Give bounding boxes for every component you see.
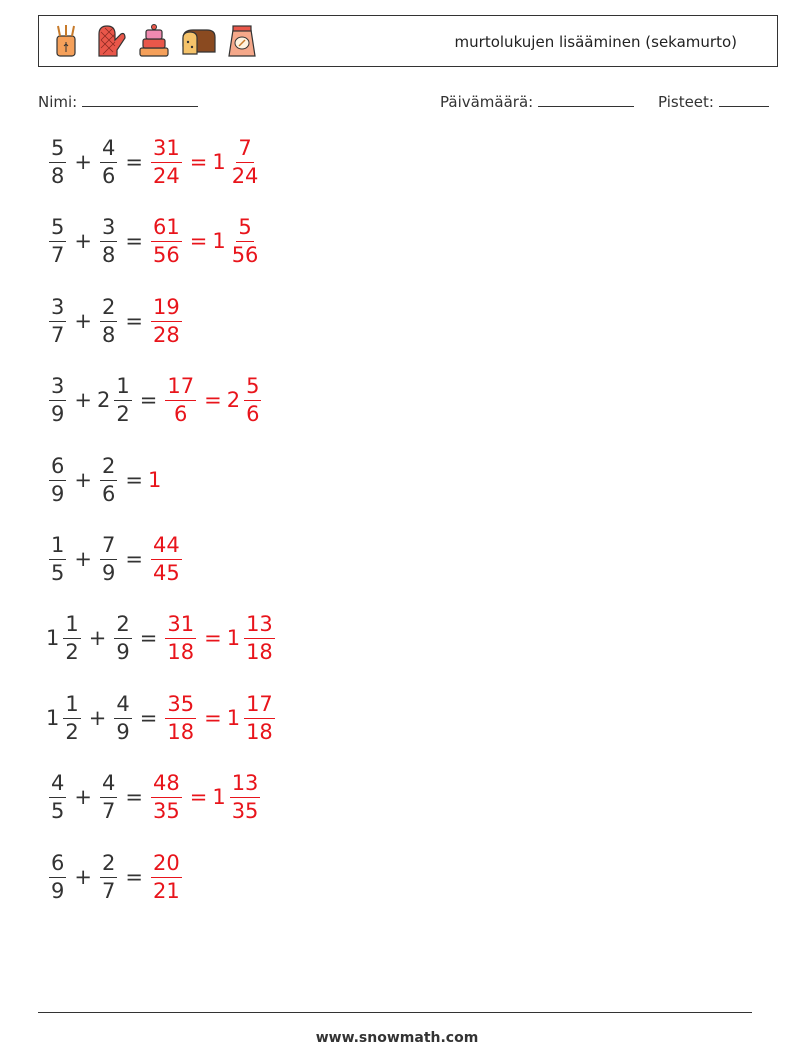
answer-fraction-denominator: 56 <box>152 242 180 267</box>
problem-row <box>46 845 185 909</box>
addend-a-group <box>46 534 69 583</box>
answer-fraction-numerator: 20 <box>151 852 182 877</box>
addend-a-numerator: 5 <box>49 137 66 162</box>
addend-a-group <box>46 137 69 186</box>
answer <box>148 468 161 492</box>
answer-fraction-numerator: 19 <box>151 296 182 321</box>
addend-a-group <box>46 693 84 742</box>
plus-sign: + <box>88 626 107 650</box>
answer-mixed-denominator: 18 <box>246 639 273 664</box>
addend-b-group <box>97 375 135 424</box>
plus-sign: + <box>74 547 92 571</box>
answer-fraction <box>151 137 182 186</box>
equals-sign: = <box>125 547 143 571</box>
answer <box>148 216 263 265</box>
answer-fraction <box>151 852 182 901</box>
addend-a-denominator: 2 <box>65 639 79 664</box>
date-field <box>440 92 634 111</box>
answer-fraction <box>151 772 182 821</box>
answer-equals-sign: = <box>189 229 208 253</box>
answer-mixed <box>244 375 261 424</box>
answer-mixed-whole: 1 <box>226 706 241 730</box>
score-field <box>658 92 769 111</box>
addend-b-group <box>97 455 120 504</box>
oven-mitt-icon <box>91 22 129 60</box>
answer-fraction <box>165 693 196 742</box>
answer-mixed-group <box>212 137 263 186</box>
answer-mixed-denominator: 24 <box>231 163 259 188</box>
equals-sign: = <box>139 388 158 412</box>
addend-b-denominator: 7 <box>101 798 116 823</box>
addend-b-numerator: 2 <box>100 455 117 480</box>
addend-b-group <box>97 852 120 901</box>
answer-fraction-group <box>148 296 185 345</box>
addend-a <box>49 296 66 345</box>
header-icons <box>47 22 261 60</box>
answer-fraction-denominator: 6 <box>174 401 188 426</box>
addend-a-group <box>46 296 69 345</box>
problem-row <box>46 606 278 670</box>
answer-mixed-group <box>227 375 265 424</box>
answer-mixed <box>244 613 275 662</box>
addend-a-denominator: 8 <box>51 163 65 188</box>
addend-a-denominator: 9 <box>51 401 65 426</box>
answer-mixed-denominator: 18 <box>246 719 273 744</box>
addend-b <box>100 852 117 901</box>
addend-b <box>100 534 117 583</box>
addend-b-numerator: 2 <box>114 613 131 638</box>
answer-mixed-whole: 2 <box>226 388 241 412</box>
answer-mixed-whole: 1 <box>212 150 226 174</box>
addend-b-numerator: 4 <box>100 772 117 797</box>
footer-url: www.snowmath.com <box>315 1030 479 1046</box>
answer-mixed-numerator: 13 <box>244 613 275 638</box>
addend-b <box>100 296 117 345</box>
answer-fraction <box>151 216 182 265</box>
addend-a <box>49 772 66 821</box>
name-field <box>38 92 198 111</box>
problem-row <box>46 209 263 273</box>
answer-fraction-group <box>148 772 185 821</box>
addend-b-numerator: 7 <box>100 534 117 559</box>
addend-b <box>114 375 131 424</box>
answer-mixed-numerator: 5 <box>236 216 253 241</box>
addend-a-denominator: 9 <box>51 878 65 903</box>
answer-equals-sign: = <box>189 785 208 809</box>
answer-mixed <box>244 693 275 742</box>
worksheet-title: murtolukujen lisääminen (sekamurto) <box>454 33 737 51</box>
answer-mixed-group <box>227 693 278 742</box>
problem-row <box>46 368 264 432</box>
addend-a <box>63 693 80 742</box>
addend-a-denominator: 7 <box>51 242 65 267</box>
problem-row <box>46 765 263 829</box>
answer-fraction-group <box>148 216 185 265</box>
answer-mixed <box>230 137 261 186</box>
answer-equals-sign: = <box>204 706 222 730</box>
addend-b-denominator: 9 <box>116 639 130 664</box>
layer-cake-icon <box>135 22 173 60</box>
addend-a-group <box>46 375 69 424</box>
addend-b-denominator: 6 <box>101 163 116 188</box>
answer-fraction-numerator: 48 <box>151 772 182 797</box>
answer-fraction-denominator: 18 <box>167 639 195 664</box>
answer-fraction-denominator: 24 <box>152 163 180 188</box>
addend-b-numerator: 1 <box>114 375 131 400</box>
addend-a-group <box>46 216 69 265</box>
problem-row <box>46 130 263 194</box>
addend-a <box>49 534 66 583</box>
answer-fraction-group <box>148 852 185 901</box>
addend-a-denominator: 9 <box>51 481 65 506</box>
addend-a-whole: 1 <box>46 706 60 730</box>
answer-mixed-group <box>227 613 278 662</box>
addend-b-numerator: 4 <box>100 137 117 162</box>
addend-b-numerator: 4 <box>114 693 131 718</box>
answer <box>162 613 277 662</box>
answer-mixed-numerator: 13 <box>230 772 261 797</box>
bread-loaf-icon <box>179 22 217 60</box>
answer-whole: 1 <box>147 468 162 492</box>
answer-mixed-numerator: 17 <box>244 693 275 718</box>
answer-mixed-group <box>212 216 263 265</box>
answer-fraction-group <box>162 375 199 424</box>
addend-b <box>100 455 117 504</box>
addend-a-group <box>46 455 69 504</box>
addend-a-numerator: 1 <box>49 534 66 559</box>
addend-b-numerator: 2 <box>100 296 117 321</box>
header-box <box>38 15 778 67</box>
addend-b-denominator: 6 <box>101 481 116 506</box>
answer-mixed-whole: 1 <box>212 229 226 253</box>
answer-mixed-denominator: 56 <box>231 242 259 267</box>
addend-b-group <box>97 534 120 583</box>
answer <box>148 137 263 186</box>
addend-a-denominator: 5 <box>51 560 65 585</box>
addend-b-denominator: 7 <box>101 878 116 903</box>
addend-b-group <box>111 693 134 742</box>
answer-mixed-whole: 1 <box>212 785 226 809</box>
answer <box>148 534 185 583</box>
answer-fraction-numerator: 31 <box>165 613 196 638</box>
answer-fraction <box>165 375 196 424</box>
plus-sign: + <box>74 785 92 809</box>
addend-a <box>49 852 66 901</box>
name-line <box>82 92 198 107</box>
addend-a <box>49 375 66 424</box>
answer-fraction-denominator: 28 <box>152 322 180 347</box>
equals-sign: = <box>125 785 143 809</box>
addend-b-denominator: 2 <box>116 401 130 426</box>
answer-equals-sign: = <box>189 150 208 174</box>
addend-b-denominator: 8 <box>101 242 116 267</box>
addend-b-numerator: 2 <box>100 852 117 877</box>
answer-fraction-numerator: 44 <box>151 534 182 559</box>
date-label: Päivämäärä: <box>440 93 534 111</box>
addend-a-numerator: 1 <box>63 613 80 638</box>
equals-sign: = <box>125 229 143 253</box>
equals-sign: = <box>125 865 143 889</box>
answer <box>148 296 185 345</box>
answer-fraction-numerator: 61 <box>151 216 182 241</box>
addend-b-group <box>111 613 134 662</box>
answer-fraction-denominator: 21 <box>152 878 180 903</box>
date-line <box>538 92 634 107</box>
answer-fraction-group <box>148 534 185 583</box>
addend-a-whole: 1 <box>46 626 60 650</box>
addend-a-numerator: 4 <box>49 772 66 797</box>
addend-a-numerator: 3 <box>49 296 66 321</box>
equals-sign: = <box>139 706 158 730</box>
answer-equals-sign: = <box>204 388 222 412</box>
answer-fraction-denominator: 45 <box>152 560 180 585</box>
addend-a-denominator: 2 <box>65 719 79 744</box>
addend-b <box>100 216 117 265</box>
plus-sign: + <box>74 865 92 889</box>
answer-mixed <box>230 772 261 821</box>
answer <box>148 772 263 821</box>
wheat-jar-icon <box>47 22 85 60</box>
addend-b-group <box>97 772 120 821</box>
addend-b-group <box>97 296 120 345</box>
flour-sack-icon <box>223 22 261 60</box>
answer-mixed-numerator: 7 <box>236 137 253 162</box>
answer <box>162 375 264 424</box>
answer-mixed-numerator: 5 <box>244 375 261 400</box>
answer-fraction-group <box>148 137 185 186</box>
addend-b-numerator: 3 <box>100 216 117 241</box>
answer-fraction-denominator: 35 <box>152 798 180 823</box>
plus-sign: + <box>74 468 92 492</box>
addend-b <box>100 772 117 821</box>
plus-sign: + <box>74 309 92 333</box>
answer <box>148 852 185 901</box>
answer-fraction-numerator: 31 <box>151 137 182 162</box>
equals-sign: = <box>125 150 143 174</box>
addend-a-numerator: 1 <box>63 693 80 718</box>
answer-mixed-group <box>212 772 263 821</box>
answer-fraction <box>165 613 196 662</box>
addend-b-denominator: 9 <box>101 560 116 585</box>
addend-a-numerator: 3 <box>49 375 66 400</box>
answer-fraction-group <box>162 613 199 662</box>
answer-fraction <box>151 296 182 345</box>
problem-row <box>46 289 185 353</box>
answer-mixed-denominator: 35 <box>231 798 259 823</box>
answer-equals-sign: = <box>204 626 222 650</box>
score-label: Pisteet: <box>658 93 714 111</box>
problem-row <box>46 448 161 512</box>
addend-a <box>49 216 66 265</box>
answer-fraction <box>151 534 182 583</box>
answer-fraction-denominator: 18 <box>167 719 195 744</box>
plus-sign: + <box>88 706 107 730</box>
addend-b <box>114 693 131 742</box>
addend-a <box>49 137 66 186</box>
answer-mixed <box>230 216 261 265</box>
addend-b <box>114 613 131 662</box>
name-label: Nimi: <box>38 93 78 111</box>
addend-a <box>49 455 66 504</box>
addend-a <box>63 613 80 662</box>
addend-a-numerator: 5 <box>49 216 66 241</box>
addend-b-denominator: 8 <box>101 322 116 347</box>
answer-fraction-numerator: 17 <box>165 375 196 400</box>
equals-sign: = <box>139 626 158 650</box>
answer-fraction-group <box>162 693 199 742</box>
score-line <box>719 92 769 107</box>
addend-a-group <box>46 852 69 901</box>
addend-a-denominator: 5 <box>51 798 65 823</box>
addend-a-numerator: 6 <box>49 852 66 877</box>
problem-row <box>46 527 185 591</box>
addend-b-group <box>97 216 120 265</box>
addend-b <box>100 137 117 186</box>
answer <box>162 693 277 742</box>
addend-b-denominator: 9 <box>116 719 130 744</box>
equals-sign: = <box>125 309 143 333</box>
equals-sign: = <box>125 468 143 492</box>
problem-row <box>46 686 278 750</box>
plus-sign: + <box>74 229 92 253</box>
answer-mixed-denominator: 6 <box>246 401 260 426</box>
answer-mixed-whole: 1 <box>226 626 241 650</box>
addend-a-group <box>46 772 69 821</box>
addend-b-whole: 2 <box>96 388 111 412</box>
addend-a-denominator: 7 <box>51 322 65 347</box>
footer-divider <box>38 1012 752 1013</box>
plus-sign: + <box>74 150 92 174</box>
addend-a-group <box>46 613 84 662</box>
addend-a-numerator: 6 <box>49 455 66 480</box>
addend-b-group <box>97 137 120 186</box>
plus-sign: + <box>74 388 92 412</box>
answer-fraction-numerator: 35 <box>165 693 196 718</box>
